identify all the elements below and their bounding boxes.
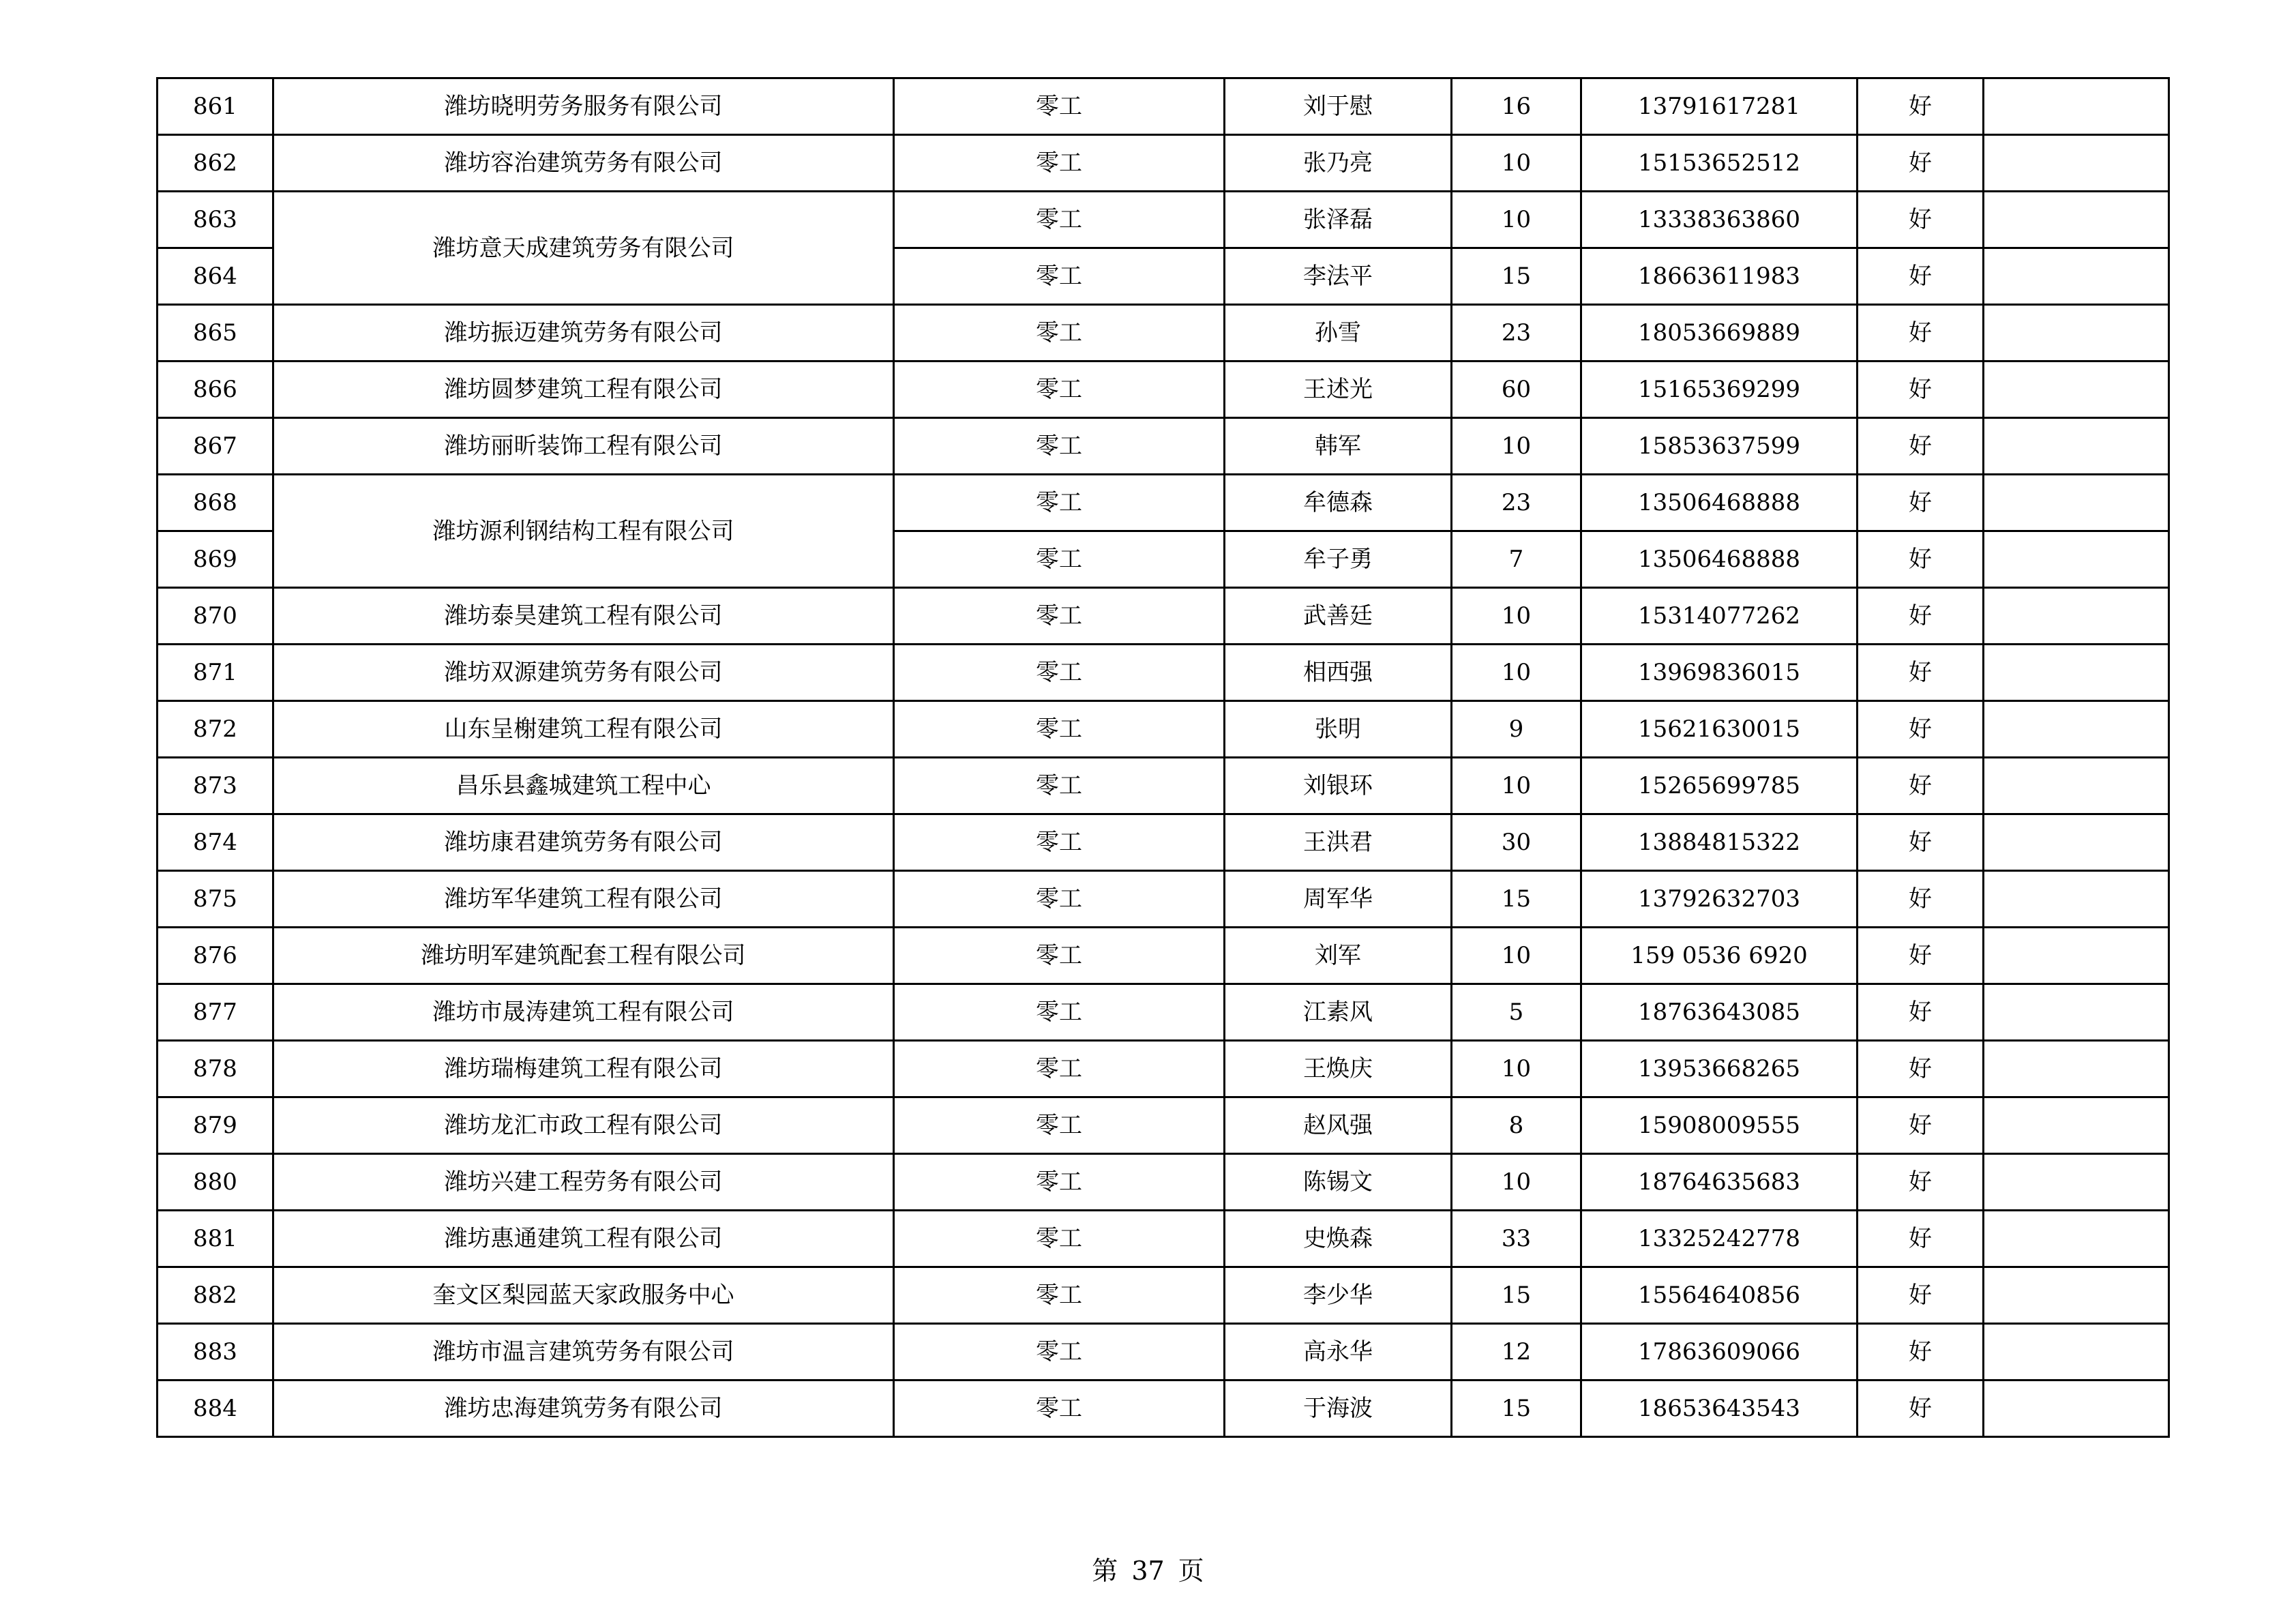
table-row xyxy=(158,1154,2169,1211)
phone-cell: 13969836015 xyxy=(1581,645,1858,701)
table-row xyxy=(158,1324,2169,1381)
row-number-cell: 869 xyxy=(158,531,273,588)
note-cell xyxy=(1984,1154,2169,1211)
table-row xyxy=(158,1211,2169,1267)
contact-name-cell: 陈锡文 xyxy=(1225,1154,1452,1211)
phone-cell: 15621630015 xyxy=(1581,701,1858,758)
company-cell: 潍坊意天成建筑劳务有限公司 xyxy=(273,192,894,305)
rating-cell: 好 xyxy=(1858,1267,1984,1324)
company-cell: 潍坊源利钢结构工程有限公司 xyxy=(273,475,894,588)
contact-name-cell: 牟子勇 xyxy=(1225,531,1452,588)
phone-cell: 13325242778 xyxy=(1581,1211,1858,1267)
company-cell: 潍坊龙汇市政工程有限公司 xyxy=(273,1097,894,1154)
rating-cell: 好 xyxy=(1858,418,1984,475)
phone-cell: 18663611983 xyxy=(1581,248,1858,305)
contact-name-cell: 李少华 xyxy=(1225,1267,1452,1324)
row-number-cell: 879 xyxy=(158,1097,273,1154)
contact-name-cell: 王焕庆 xyxy=(1225,1041,1452,1097)
row-number-cell: 872 xyxy=(158,701,273,758)
table-row xyxy=(158,984,2169,1041)
phone-cell: 13338363860 xyxy=(1581,192,1858,248)
note-cell xyxy=(1984,588,2169,645)
rating-cell: 好 xyxy=(1858,588,1984,645)
worker-count-cell: 10 xyxy=(1452,645,1581,701)
job-type-cell: 零工 xyxy=(894,871,1225,928)
worker-count-cell: 15 xyxy=(1452,871,1581,928)
company-cell: 潍坊泰昊建筑工程有限公司 xyxy=(273,588,894,645)
phone-cell: 13506468888 xyxy=(1581,475,1858,531)
table-row xyxy=(158,418,2169,475)
job-type-cell: 零工 xyxy=(894,928,1225,984)
job-type-cell: 零工 xyxy=(894,475,1225,531)
note-cell xyxy=(1984,984,2169,1041)
table-row xyxy=(158,814,2169,871)
note-cell xyxy=(1984,1041,2169,1097)
note-cell xyxy=(1984,192,2169,248)
rating-cell: 好 xyxy=(1858,192,1984,248)
job-type-cell: 零工 xyxy=(894,78,1225,135)
worker-count-cell: 10 xyxy=(1452,1041,1581,1097)
phone-cell: 15908009555 xyxy=(1581,1097,1858,1154)
note-cell xyxy=(1984,645,2169,701)
contact-name-cell: 江素风 xyxy=(1225,984,1452,1041)
note-cell xyxy=(1984,135,2169,192)
phone-cell: 17863609066 xyxy=(1581,1324,1858,1381)
rating-cell: 好 xyxy=(1858,135,1984,192)
worker-count-cell: 10 xyxy=(1452,192,1581,248)
phone-cell: 13953668265 xyxy=(1581,1041,1858,1097)
row-number-cell: 874 xyxy=(158,814,273,871)
worker-count-cell: 10 xyxy=(1452,135,1581,192)
note-cell xyxy=(1984,78,2169,135)
worker-count-cell: 15 xyxy=(1452,248,1581,305)
worker-count-cell: 12 xyxy=(1452,1324,1581,1381)
job-type-cell: 零工 xyxy=(894,1381,1225,1437)
company-cell: 潍坊双源建筑劳务有限公司 xyxy=(273,645,894,701)
company-cell: 潍坊兴建工程劳务有限公司 xyxy=(273,1154,894,1211)
row-number-cell: 877 xyxy=(158,984,273,1041)
job-type-cell: 零工 xyxy=(894,1097,1225,1154)
job-type-cell: 零工 xyxy=(894,135,1225,192)
contact-name-cell: 牟德森 xyxy=(1225,475,1452,531)
contact-name-cell: 刘军 xyxy=(1225,928,1452,984)
page-number-value: 37 xyxy=(1131,1556,1165,1586)
contact-name-cell: 赵风强 xyxy=(1225,1097,1452,1154)
note-cell xyxy=(1984,1267,2169,1324)
rating-cell: 好 xyxy=(1858,1381,1984,1437)
worker-count-cell: 10 xyxy=(1452,1154,1581,1211)
note-cell xyxy=(1984,1097,2169,1154)
rating-cell: 好 xyxy=(1858,531,1984,588)
phone-cell: 15265699785 xyxy=(1581,758,1858,814)
row-number-cell: 871 xyxy=(158,645,273,701)
contact-name-cell: 相西强 xyxy=(1225,645,1452,701)
company-cell: 潍坊忠海建筑劳务有限公司 xyxy=(273,1381,894,1437)
contact-name-cell: 张泽磊 xyxy=(1225,192,1452,248)
company-cell: 潍坊市温言建筑劳务有限公司 xyxy=(273,1324,894,1381)
worker-count-cell: 16 xyxy=(1452,78,1581,135)
company-cell: 潍坊市晟涛建筑工程有限公司 xyxy=(273,984,894,1041)
worker-count-cell: 15 xyxy=(1452,1381,1581,1437)
row-number-cell: 880 xyxy=(158,1154,273,1211)
note-cell xyxy=(1984,758,2169,814)
contact-name-cell: 于海波 xyxy=(1225,1381,1452,1437)
rating-cell: 好 xyxy=(1858,928,1984,984)
phone-cell: 15853637599 xyxy=(1581,418,1858,475)
row-number-cell: 876 xyxy=(158,928,273,984)
table-row xyxy=(158,1381,2169,1437)
row-number-cell: 882 xyxy=(158,1267,273,1324)
company-cell: 潍坊容治建筑劳务有限公司 xyxy=(273,135,894,192)
rating-cell: 好 xyxy=(1858,984,1984,1041)
rating-cell: 好 xyxy=(1858,1041,1984,1097)
job-type-cell: 零工 xyxy=(894,1324,1225,1381)
note-cell xyxy=(1984,1324,2169,1381)
row-number-cell: 868 xyxy=(158,475,273,531)
worker-count-cell: 15 xyxy=(1452,1267,1581,1324)
table-row xyxy=(158,871,2169,928)
table-row xyxy=(158,928,2169,984)
contact-name-cell: 周军华 xyxy=(1225,871,1452,928)
table-row xyxy=(158,305,2169,361)
contact-name-cell: 王述光 xyxy=(1225,361,1452,418)
phone-cell: 18764635683 xyxy=(1581,1154,1858,1211)
contact-name-cell: 刘于慰 xyxy=(1225,78,1452,135)
contact-name-cell: 高永华 xyxy=(1225,1324,1452,1381)
company-cell: 潍坊圆梦建筑工程有限公司 xyxy=(273,361,894,418)
job-type-cell: 零工 xyxy=(894,361,1225,418)
contact-name-cell: 李法平 xyxy=(1225,248,1452,305)
company-cell: 潍坊晓明劳务服务有限公司 xyxy=(273,78,894,135)
rating-cell: 好 xyxy=(1858,361,1984,418)
phone-cell: 15564640856 xyxy=(1581,1267,1858,1324)
row-number-cell: 867 xyxy=(158,418,273,475)
row-number-cell: 881 xyxy=(158,1211,273,1267)
contact-name-cell: 史焕森 xyxy=(1225,1211,1452,1267)
phone-cell: 18763643085 xyxy=(1581,984,1858,1041)
row-number-cell: 863 xyxy=(158,192,273,248)
rating-cell: 好 xyxy=(1858,814,1984,871)
note-cell xyxy=(1984,701,2169,758)
contact-name-cell: 刘银环 xyxy=(1225,758,1452,814)
company-cell: 潍坊惠通建筑工程有限公司 xyxy=(273,1211,894,1267)
worker-count-cell: 33 xyxy=(1452,1211,1581,1267)
page-prefix: 第 xyxy=(1092,1556,1118,1586)
phone-cell: 15153652512 xyxy=(1581,135,1858,192)
page-number xyxy=(0,1550,2296,1587)
job-type-cell: 零工 xyxy=(894,984,1225,1041)
job-type-cell: 零工 xyxy=(894,1211,1225,1267)
note-cell xyxy=(1984,475,2169,531)
contact-name-cell: 韩军 xyxy=(1225,418,1452,475)
job-type-cell: 零工 xyxy=(894,758,1225,814)
note-cell xyxy=(1984,928,2169,984)
rating-cell: 好 xyxy=(1858,305,1984,361)
row-number-cell: 884 xyxy=(158,1381,273,1437)
company-cell: 昌乐县鑫城建筑工程中心 xyxy=(273,758,894,814)
job-type-cell: 零工 xyxy=(894,1041,1225,1097)
phone-cell: 15165369299 xyxy=(1581,361,1858,418)
worker-count-cell: 5 xyxy=(1452,984,1581,1041)
rating-cell: 好 xyxy=(1858,871,1984,928)
phone-cell: 13792632703 xyxy=(1581,871,1858,928)
row-number-cell: 862 xyxy=(158,135,273,192)
contact-name-cell: 张乃亮 xyxy=(1225,135,1452,192)
phone-cell: 159 0536 6920 xyxy=(1581,928,1858,984)
table-row xyxy=(158,475,2169,531)
worker-count-cell: 9 xyxy=(1452,701,1581,758)
company-cell: 山东呈榭建筑工程有限公司 xyxy=(273,701,894,758)
contact-name-cell: 王洪君 xyxy=(1225,814,1452,871)
worker-count-cell: 10 xyxy=(1452,418,1581,475)
row-number-cell: 864 xyxy=(158,248,273,305)
table-row xyxy=(158,1041,2169,1097)
rating-cell: 好 xyxy=(1858,1324,1984,1381)
rating-cell: 好 xyxy=(1858,248,1984,305)
phone-cell: 18053669889 xyxy=(1581,305,1858,361)
note-cell xyxy=(1984,871,2169,928)
rating-cell: 好 xyxy=(1858,758,1984,814)
note-cell xyxy=(1984,361,2169,418)
table-row xyxy=(158,758,2169,814)
note-cell xyxy=(1984,418,2169,475)
job-type-cell: 零工 xyxy=(894,645,1225,701)
phone-cell: 13791617281 xyxy=(1581,78,1858,135)
table-row xyxy=(158,588,2169,645)
rating-cell: 好 xyxy=(1858,78,1984,135)
phone-cell: 18653643543 xyxy=(1581,1381,1858,1437)
contact-name-cell: 武善廷 xyxy=(1225,588,1452,645)
table-body xyxy=(158,78,2169,1437)
job-type-cell: 零工 xyxy=(894,305,1225,361)
row-number-cell: 878 xyxy=(158,1041,273,1097)
row-number-cell: 870 xyxy=(158,588,273,645)
note-cell xyxy=(1984,531,2169,588)
company-cell: 潍坊军华建筑工程有限公司 xyxy=(273,871,894,928)
company-cell: 潍坊明军建筑配套工程有限公司 xyxy=(273,928,894,984)
job-type-cell: 零工 xyxy=(894,192,1225,248)
rating-cell: 好 xyxy=(1858,645,1984,701)
job-type-cell: 零工 xyxy=(894,418,1225,475)
job-type-cell: 零工 xyxy=(894,1267,1225,1324)
worker-count-cell: 60 xyxy=(1452,361,1581,418)
worker-count-cell: 10 xyxy=(1452,758,1581,814)
company-cell: 奎文区梨园蓝天家政服务中心 xyxy=(273,1267,894,1324)
row-number-cell: 866 xyxy=(158,361,273,418)
table-row xyxy=(158,78,2169,135)
row-number-cell: 873 xyxy=(158,758,273,814)
table-row xyxy=(158,701,2169,758)
contact-name-cell: 张明 xyxy=(1225,701,1452,758)
table-row xyxy=(158,135,2169,192)
company-cell: 潍坊康君建筑劳务有限公司 xyxy=(273,814,894,871)
table-row xyxy=(158,1267,2169,1324)
records-table xyxy=(156,77,2170,1438)
worker-count-cell: 23 xyxy=(1452,475,1581,531)
row-number-cell: 883 xyxy=(158,1324,273,1381)
rating-cell: 好 xyxy=(1858,1097,1984,1154)
table-row xyxy=(158,1097,2169,1154)
rating-cell: 好 xyxy=(1858,475,1984,531)
worker-count-cell: 23 xyxy=(1452,305,1581,361)
page-suffix: 页 xyxy=(1178,1556,1204,1586)
worker-count-cell: 30 xyxy=(1452,814,1581,871)
note-cell xyxy=(1984,248,2169,305)
job-type-cell: 零工 xyxy=(894,1154,1225,1211)
rating-cell: 好 xyxy=(1858,1154,1984,1211)
job-type-cell: 零工 xyxy=(894,814,1225,871)
note-cell xyxy=(1984,814,2169,871)
table-row xyxy=(158,645,2169,701)
company-cell: 潍坊瑞梅建筑工程有限公司 xyxy=(273,1041,894,1097)
row-number-cell: 865 xyxy=(158,305,273,361)
job-type-cell: 零工 xyxy=(894,701,1225,758)
worker-count-cell: 7 xyxy=(1452,531,1581,588)
row-number-cell: 861 xyxy=(158,78,273,135)
job-type-cell: 零工 xyxy=(894,248,1225,305)
worker-count-cell: 10 xyxy=(1452,588,1581,645)
table-row xyxy=(158,361,2169,418)
note-cell xyxy=(1984,1381,2169,1437)
table-row xyxy=(158,192,2169,248)
phone-cell: 13884815322 xyxy=(1581,814,1858,871)
row-number-cell: 875 xyxy=(158,871,273,928)
rating-cell: 好 xyxy=(1858,1211,1984,1267)
company-cell: 潍坊振迈建筑劳务有限公司 xyxy=(273,305,894,361)
phone-cell: 15314077262 xyxy=(1581,588,1858,645)
job-type-cell: 零工 xyxy=(894,588,1225,645)
phone-cell: 13506468888 xyxy=(1581,531,1858,588)
company-cell: 潍坊丽昕装饰工程有限公司 xyxy=(273,418,894,475)
contact-name-cell: 孙雪 xyxy=(1225,305,1452,361)
worker-count-cell: 8 xyxy=(1452,1097,1581,1154)
worker-count-cell: 10 xyxy=(1452,928,1581,984)
note-cell xyxy=(1984,1211,2169,1267)
note-cell xyxy=(1984,305,2169,361)
rating-cell: 好 xyxy=(1858,701,1984,758)
job-type-cell: 零工 xyxy=(894,531,1225,588)
